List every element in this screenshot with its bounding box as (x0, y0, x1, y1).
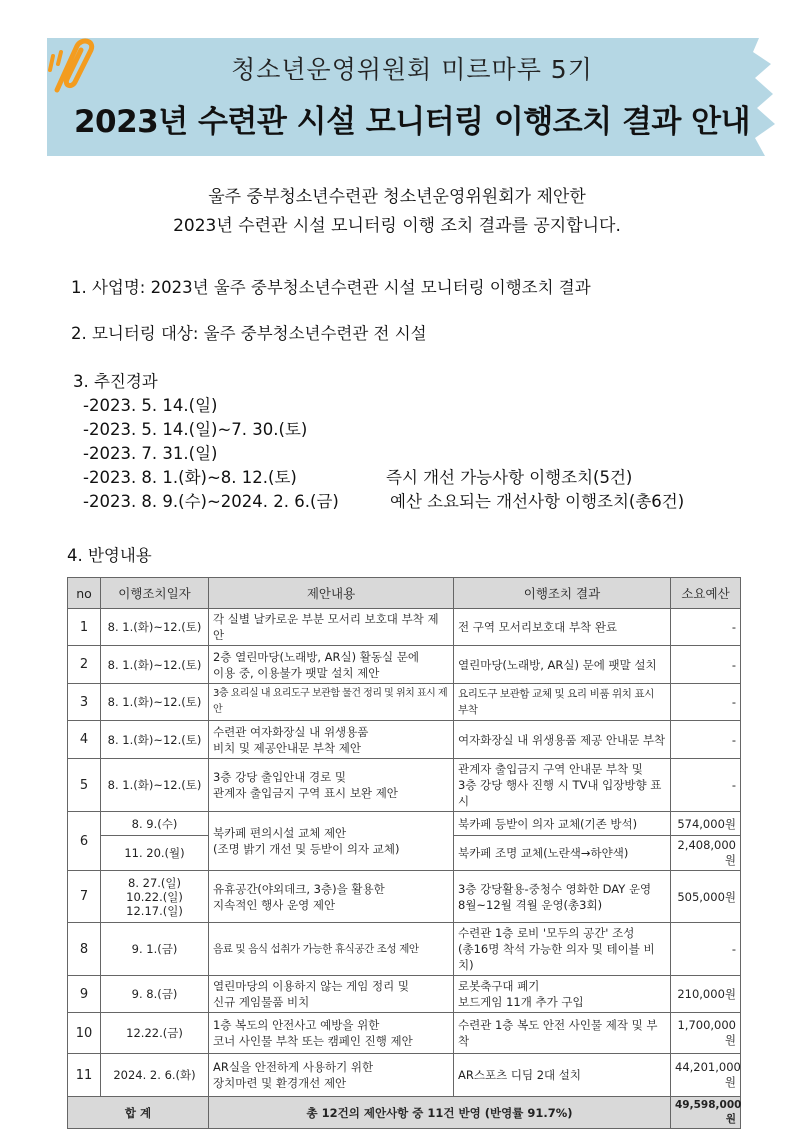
row-no: 5 (68, 759, 101, 812)
row-budget: 44,201,000원 (671, 1054, 741, 1097)
section-target: 2. 모니터링 대상: 울주 중부청소년수련관 전 시설 (71, 324, 427, 343)
page-title: 2023년 수련관 시설 모니터링 이행조치 결과 안내 (73, 104, 751, 140)
progress-item: -2023. 7. 31.(일) (83, 444, 218, 463)
row-no: 1 (68, 609, 101, 646)
row-no: 6 (68, 812, 101, 871)
row-result: 북카페 조명 교체(노란색→하얀색) (454, 836, 671, 871)
results-table (67, 577, 741, 1129)
row-budget: - (671, 923, 741, 976)
row-proposal: 2층 열린마당(노래방, AR실) 활동실 문에 이용 중, 이용불가 팻말 설치 제안 (209, 646, 454, 684)
row-proposal: 북카페 편의시설 교체 제안 (조명 밝기 개선 및 등받이 의자 교체) (209, 812, 454, 871)
table-row (68, 1013, 741, 1054)
row-budget: 210,000원 (671, 976, 741, 1013)
row-date: 2024. 2. 6.(화) (101, 1054, 209, 1097)
row-budget: - (671, 684, 741, 721)
row-result: 요리도구 보관함 교체 및 요리 비품 위치 표시 부착 (454, 684, 671, 721)
row-proposal: 음료 및 음식 섭취가 가능한 휴식공간 조성 제안 (209, 923, 454, 976)
row-date: 12.22.(금) (101, 1013, 209, 1054)
row-date: 9. 1.(금) (101, 923, 209, 976)
row-date: 8. 1.(화)~12.(토) (101, 721, 209, 759)
table-header-row (68, 578, 741, 609)
row-result: 관계자 출입금지 구역 안내문 부착 및 3층 강당 행사 진행 시 TV내 입장방향 표시 (454, 759, 671, 812)
row-budget: - (671, 646, 741, 684)
intro-line-1: 울주 중부청소년수련관 청소년운영위원회가 제안한 (208, 187, 586, 207)
row-no: 11 (68, 1054, 101, 1097)
row-proposal: 3층 요리실 내 요리도구 보관함 물건 정리 및 위치 표시 제안 (209, 684, 454, 721)
section-progress-heading: 3. 추진경과 (73, 372, 158, 391)
column-header-result: 이행조치 결과 (454, 578, 671, 609)
row-date: 8. 1.(화)~12.(토) (101, 684, 209, 721)
column-header-proposal: 제안내용 (209, 578, 454, 609)
table-total-row (68, 1097, 741, 1129)
column-header-budget: 소요예산 (671, 578, 741, 609)
row-no: 3 (68, 684, 101, 721)
row-budget: 2,408,000원 (671, 836, 741, 871)
progress-item: -2023. 5. 14.(일)~7. 30.(토) (83, 420, 308, 439)
row-no: 2 (68, 646, 101, 684)
total-summary: 총 12건의 제안사항 중 11건 반영 (반영률 91.7%) (209, 1097, 671, 1129)
row-result: AR스포츠 디딤 2대 설치 (454, 1054, 671, 1097)
row-proposal: 열린마당의 이용하지 않는 게임 정리 및 신규 게임물품 비치 (209, 976, 454, 1013)
column-header-no: no (68, 578, 101, 609)
progress-item: -2023. 8. 9.(수)~2024. 2. 6.(금) (83, 492, 339, 511)
total-budget: 49,598,000원 (671, 1097, 741, 1129)
row-no: 7 (68, 871, 101, 923)
progress-note: 즉시 개선 가능사항 이행조치(5건) (386, 468, 633, 487)
intro-text (0, 183, 794, 241)
column-header-date: 이행조치일자 (101, 578, 209, 609)
row-date: 8. 1.(화)~12.(토) (101, 646, 209, 684)
row-result: 여자화장실 내 위생용품 제공 안내문 부착 (454, 721, 671, 759)
table-row (68, 812, 741, 836)
row-proposal: 수련관 여자화장실 내 위생용품 비치 및 제공안내문 부착 제안 (209, 721, 454, 759)
progress-note: 예산 소요되는 개선사항 이행조치(총6건) (390, 492, 685, 511)
table-row (68, 721, 741, 759)
row-result: 수련관 1층 로비 '모두의 공간' 조성 (총16명 착석 가능한 의자 및 테이블 비치) (454, 923, 671, 976)
table-row (68, 1054, 741, 1097)
progress-item: -2023. 5. 14.(일) (83, 396, 218, 415)
row-proposal: 3층 강당 출입안내 경로 및 관계자 출입금지 구역 표시 보완 제안 (209, 759, 454, 812)
section-project-name: 1. 사업명: 2023년 울주 중부청소년수련관 시설 모니터링 이행조치 결과 (71, 278, 591, 297)
row-date: 8. 27.(일) 10.22.(일) 12.17.(일) (101, 871, 209, 923)
row-no: 9 (68, 976, 101, 1013)
section-results-heading: 4. 반영내용 (67, 546, 152, 565)
row-budget: - (671, 721, 741, 759)
row-date: 8. 9.(수) (101, 812, 209, 836)
row-date: 8. 1.(화)~12.(토) (101, 759, 209, 812)
row-proposal: 유휴공간(야외데크, 3층)을 활용한 지속적인 행사 운영 제안 (209, 871, 454, 923)
total-label: 합 계 (68, 1097, 209, 1129)
row-proposal: 1층 복도의 안전사고 예방을 위한 코너 사인물 부착 또는 캠페인 진행 제안 (209, 1013, 454, 1054)
row-date: 9. 8.(금) (101, 976, 209, 1013)
intro-line-2: 2023년 수련관 시설 모니터링 이행 조치 결과를 공지합니다. (173, 216, 621, 236)
row-budget: 1,700,000원 (671, 1013, 741, 1054)
row-budget: - (671, 609, 741, 646)
progress-item: -2023. 8. 1.(화)~8. 12.(토) (83, 468, 297, 487)
banner-subtitle: 청소년운영위원회 미르마루 5기 (231, 55, 593, 84)
table-row (68, 684, 741, 721)
table-row (68, 759, 741, 812)
table-row (68, 871, 741, 923)
table-row (68, 923, 741, 976)
row-proposal: 각 실별 날카로운 부분 모서리 보호대 부착 제안 (209, 609, 454, 646)
row-budget: 505,000원 (671, 871, 741, 923)
row-result: 전 구역 모서리보호대 부착 완료 (454, 609, 671, 646)
row-date: 8. 1.(화)~12.(토) (101, 609, 209, 646)
row-result: 수련관 1층 복도 안전 사인물 제작 및 부착 (454, 1013, 671, 1054)
row-result: 열린마당(노래방, AR실) 문에 팻말 설치 (454, 646, 671, 684)
title-banner (47, 38, 777, 156)
row-result: 북카페 등받이 의자 교체(기존 방석) (454, 812, 671, 836)
row-no: 4 (68, 721, 101, 759)
row-result: 3층 강당활용-중청수 영화한 DAY 운영 8월~12월 격월 운영(총3회) (454, 871, 671, 923)
table-row (68, 609, 741, 646)
row-no: 10 (68, 1013, 101, 1054)
row-budget: 574,000원 (671, 812, 741, 836)
row-proposal: AR실을 안전하게 사용하기 위한 장치마련 및 환경개선 제안 (209, 1054, 454, 1097)
row-budget: - (671, 759, 741, 812)
table-row (68, 976, 741, 1013)
table-row (68, 646, 741, 684)
row-result: 로봇축구대 폐기 보드게임 11개 추가 구입 (454, 976, 671, 1013)
row-no: 8 (68, 923, 101, 976)
row-date: 11. 20.(월) (101, 836, 209, 871)
